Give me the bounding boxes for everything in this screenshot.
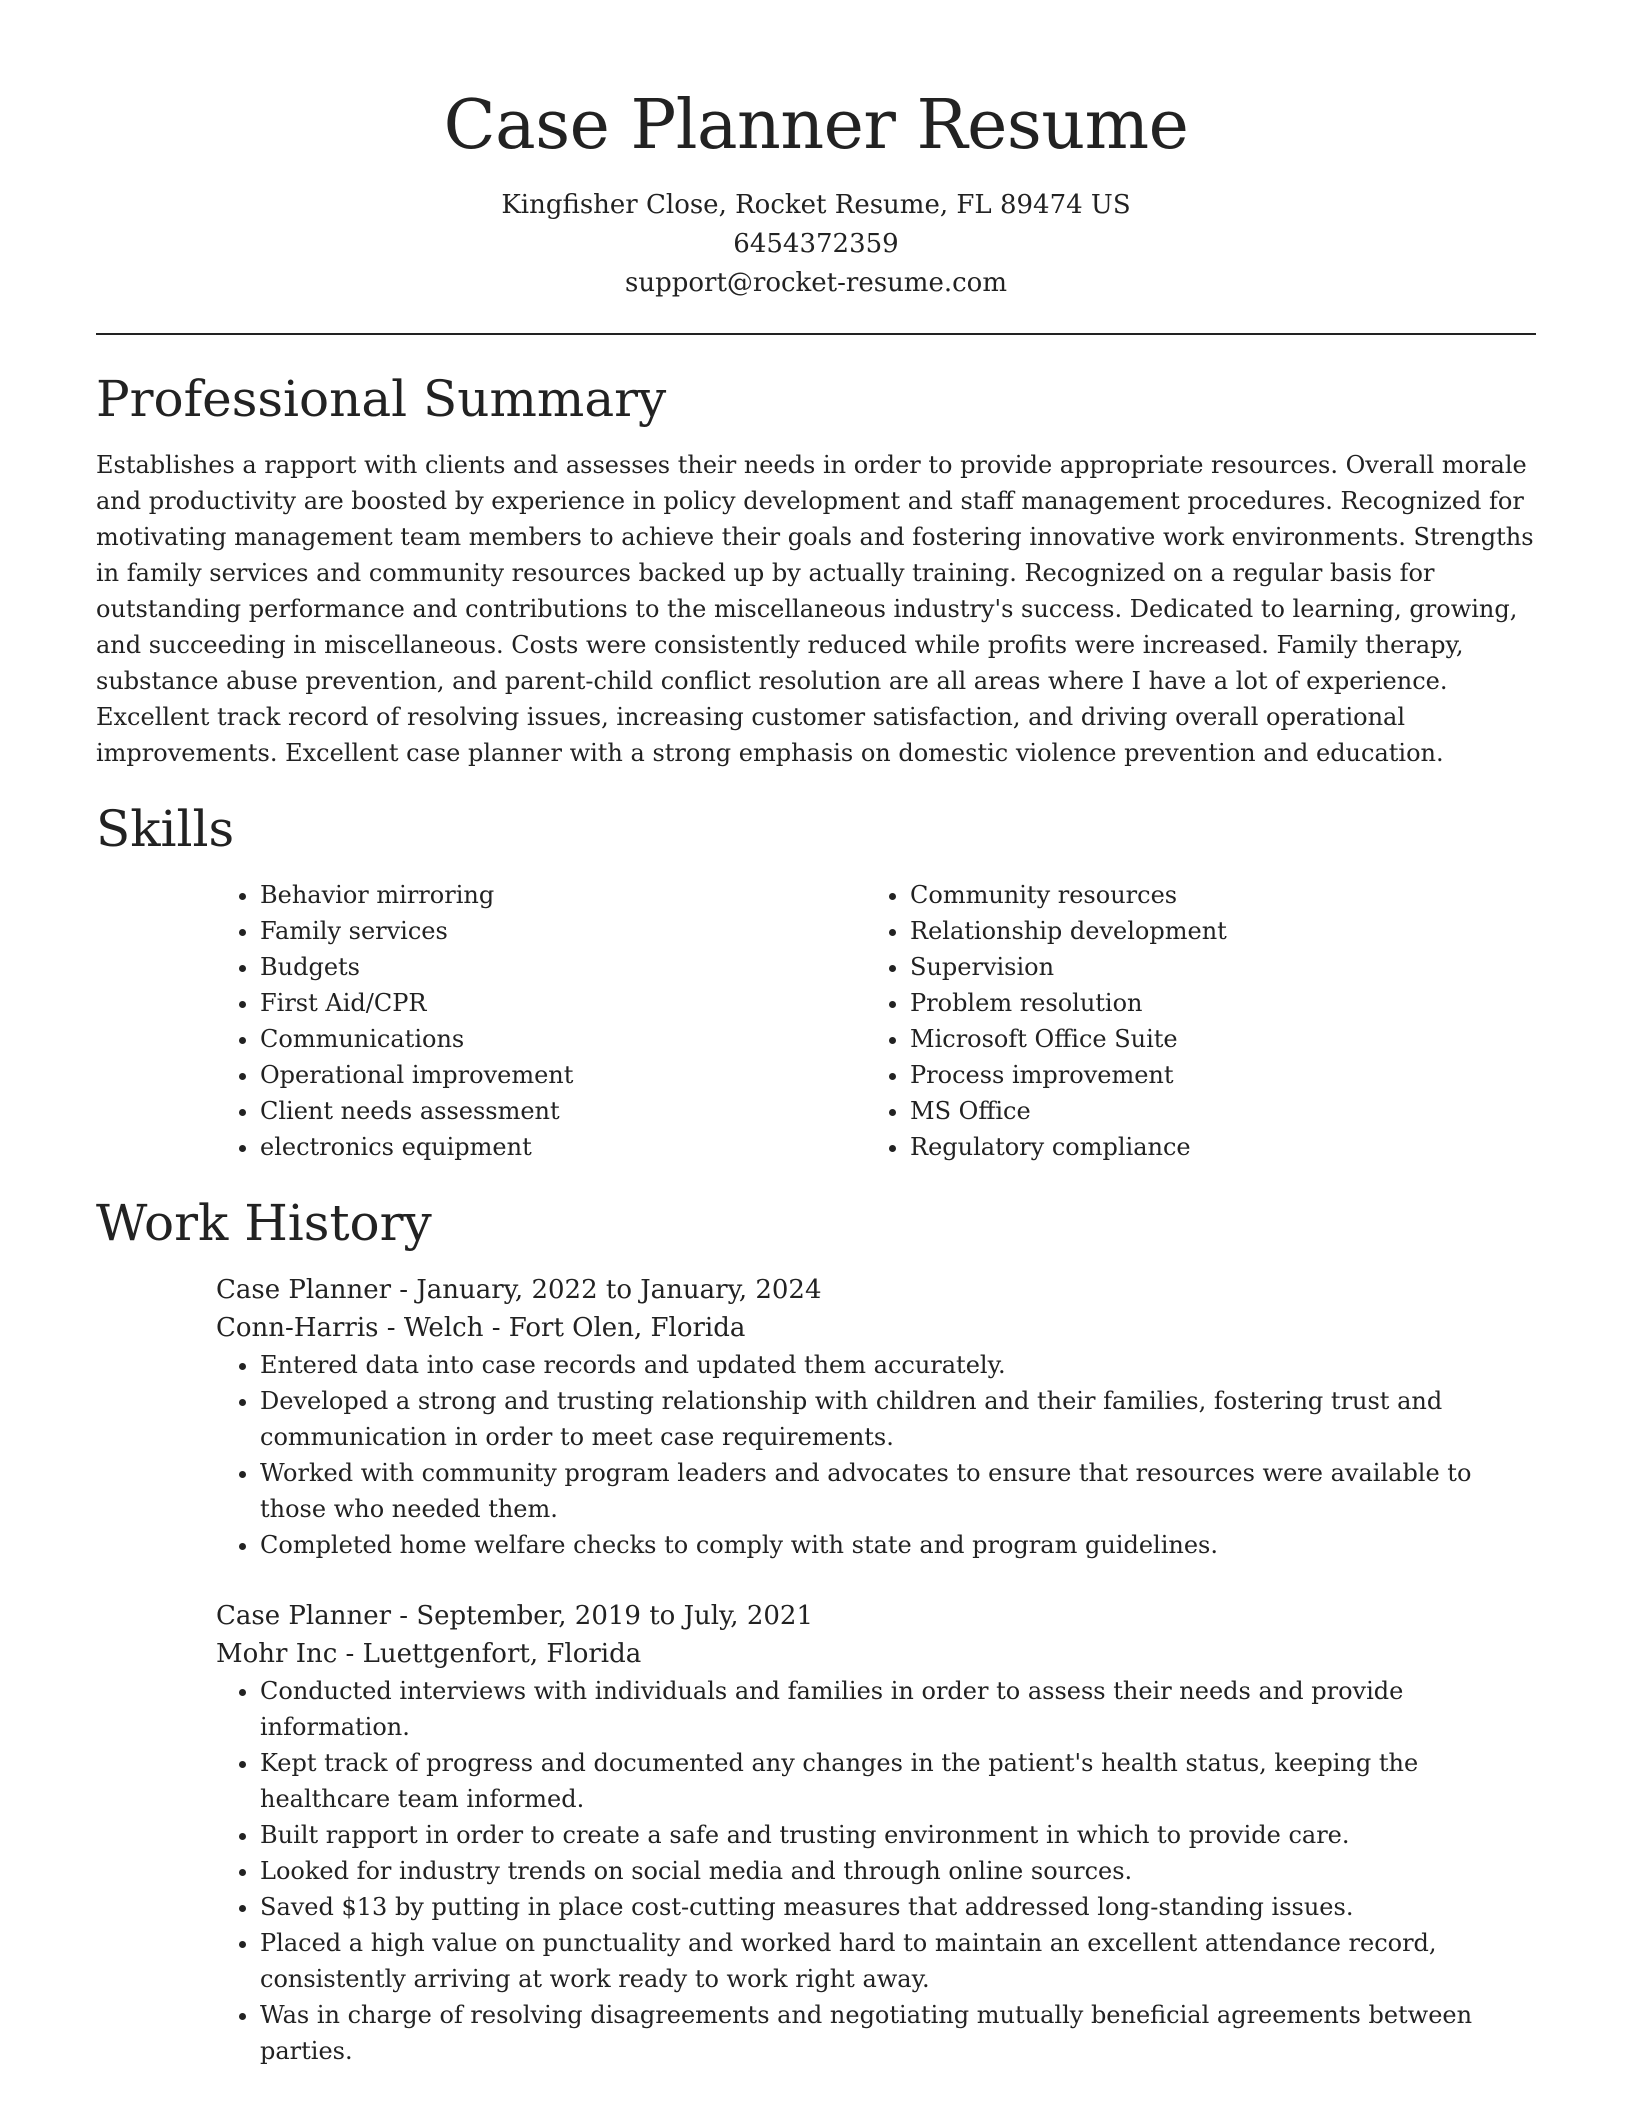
skill-item: • Budgets — [260, 949, 866, 985]
job-company: Mohr Inc — [216, 1639, 338, 1669]
skill-item: • Supervision — [910, 949, 1516, 985]
skill-item: • MS Office — [910, 1093, 1516, 1129]
job-dates: - January, 2022 to January, 2024 — [391, 1275, 822, 1305]
job-duty-item: • Built rapport in order to create a safe and trusting environment in which to provide care. — [260, 1817, 1536, 1853]
job-title: Case Planner — [216, 1275, 392, 1305]
skill-item: • Behavior mirroring — [260, 877, 866, 913]
skill-item: • Client needs assessment — [260, 1093, 866, 1129]
contact-phone: 6454372359 — [733, 229, 899, 259]
contact-block — [96, 186, 1536, 303]
professional-summary-section — [96, 369, 1536, 771]
resume-page — [96, 0, 1536, 2069]
job-title-line — [216, 1271, 1536, 1309]
job-duty-item: • Entered data into case records and updated them accurately. — [260, 1347, 1536, 1383]
skill-item: • First Aid/CPR — [260, 985, 866, 1021]
resume-title: Case Planner Resume — [443, 86, 1189, 165]
section-heading-work-history: Work History — [96, 1194, 432, 1252]
job-duties-list — [216, 1347, 1536, 1563]
skill-item: • Community resources — [910, 877, 1516, 913]
work-history-section — [96, 1193, 1536, 2069]
job-entry — [216, 1597, 1536, 2069]
job-company: Conn-Harris - Welch — [216, 1313, 484, 1343]
skills-grid — [216, 877, 1536, 1165]
job-dates: - September, 2019 to July, 2021 — [391, 1601, 814, 1631]
job-duty-item: • Saved $13 by putting in place cost-cutting measures that addressed long-standing issues. — [260, 1889, 1536, 1925]
skill-item: • Relationship development — [910, 913, 1516, 949]
contact-email[interactable]: support@rocket-resume.com — [624, 268, 1007, 298]
skill-item: • Process improvement — [910, 1057, 1516, 1093]
job-location: - Fort Olen, Florida — [483, 1313, 746, 1343]
job-duty-item: • Developed a strong and trusting relationship with children and their families, fostering trust and communication in order to meet case requirements. — [260, 1383, 1536, 1455]
job-location: - Luettgenfort, Florida — [337, 1639, 642, 1669]
skill-item: • Family services — [260, 913, 866, 949]
section-heading-skills: Skills — [96, 800, 235, 858]
skill-item: • Regulatory compliance — [910, 1129, 1516, 1165]
skill-item: • Problem resolution — [910, 985, 1516, 1021]
job-title: Case Planner — [216, 1601, 392, 1631]
summary-text: Establishes a rapport with clients and assesses their needs in order to provide appropriate resources. Overall morale and productivity are boosted by experience in policy development and staff management procedures. Recognized for motivating management team members to achieve their goals and fostering innovative work environments. Strengths in family services and community resources backed up by actually training. Recognized on a regular basis for outstanding performance and contributions to the miscellaneous industry's success. Dedicated to learning, growing, and succeeding in miscellaneous. Costs were consistently reduced while profits were increased. Family therapy, substance abuse prevention, and parent-child conflict resolution are all areas where I have a lot of experience. Excellent track record of resolving issues, increasing customer satisfaction, and driving overall operational improvements. Excellent case planner with a strong emphasis on domestic violence prevention and education. — [96, 451, 1534, 767]
job-duty-item: • Placed a high value on punctuality and worked hard to maintain an excellent attendance record, consistently arriving at work ready to work right away. — [260, 1925, 1536, 1997]
job-company-line — [216, 1635, 1536, 1673]
header-divider — [96, 333, 1536, 335]
skill-item: • Microsoft Office Suite — [910, 1021, 1516, 1057]
job-duty-item: • Was in charge of resolving disagreements and negotiating mutually beneficial agreements between parties. — [260, 1997, 1536, 2069]
job-duty-item: • Conducted interviews with individuals and families in order to assess their needs and provide information. — [260, 1673, 1536, 1745]
job-duty-item: • Completed home welfare checks to comply with state and program guidelines. — [260, 1527, 1536, 1563]
skill-item: • electronics equipment — [260, 1129, 866, 1165]
job-entry — [216, 1271, 1536, 1563]
skill-item: • Communications — [260, 1021, 866, 1057]
job-duty-item: • Worked with community program leaders and advocates to ensure that resources were available to those who needed them. — [260, 1455, 1536, 1527]
skills-list-right — [866, 877, 1516, 1165]
section-heading-summary: Professional Summary — [96, 370, 667, 428]
job-duty-item: • Kept track of progress and documented any changes in the patient's health status, keeping the healthcare team informed. — [260, 1745, 1536, 1817]
skill-item: • Operational improvement — [260, 1057, 866, 1093]
job-title-line — [216, 1597, 1536, 1635]
skills-section — [96, 799, 1536, 1165]
job-company-line — [216, 1309, 1536, 1347]
contact-address: Kingfisher Close, Rocket Resume, FL 89474 US — [501, 190, 1131, 220]
skills-list-left — [216, 877, 866, 1165]
job-duties-list — [216, 1673, 1536, 2069]
job-duty-item: • Looked for industry trends on social media and through online sources. — [260, 1853, 1536, 1889]
